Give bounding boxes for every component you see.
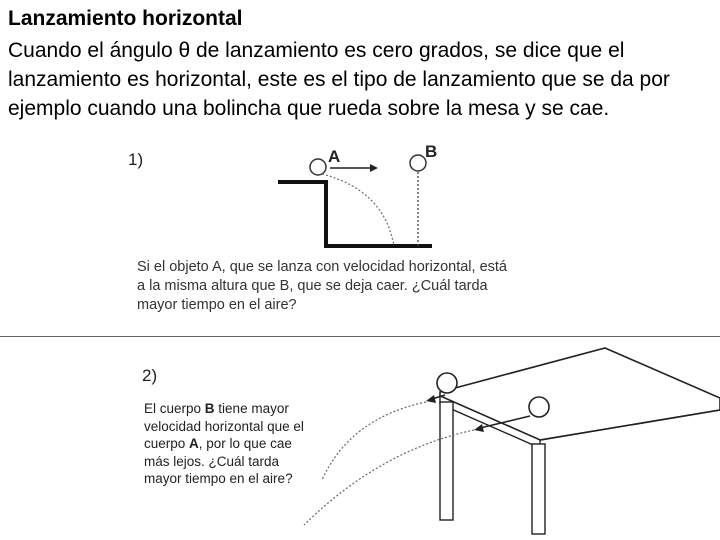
text-run: más lejos. ¿Cuál tarda: [144, 453, 280, 469]
text-run: , por lo que cae: [198, 436, 292, 451]
label-b: B: [425, 142, 438, 161]
intro-paragraph: Cuando el ángulo θ de lanzamiento es cero grados, se dice que el lanzamiento es horizontal, este es el tipo de lanzamiento que se da por ejemplo cuando una bolincha que rueda sobre la mesa y se cae.: [8, 39, 670, 120]
figure1-question-line: a la misma altura que B, que se deja caer. ¿Cuál tarda: [137, 278, 488, 294]
text-run: velocidad horizontal que el: [144, 418, 304, 434]
table-leg-front: [532, 444, 545, 534]
ball-upper: [437, 373, 457, 393]
trajectory-upper: [322, 402, 426, 480]
velocity-arrowhead-lower: [474, 424, 484, 432]
ball-lower: [529, 397, 549, 417]
body-label-a: A: [189, 436, 199, 451]
text-run: cuerpo: [144, 436, 190, 451]
label-a: A: [328, 147, 341, 166]
figure2-number: 2): [142, 366, 158, 385]
text-run: tiene mayor: [214, 401, 289, 416]
text-run: mayor tiempo en el aire?: [144, 471, 293, 486]
body-label-b: B: [204, 401, 215, 416]
figure1-number: 1): [128, 150, 144, 169]
figure1-question-line: mayor tiempo en el aire?: [137, 297, 297, 313]
text-run: El cuerpo: [144, 401, 205, 416]
figure1-question-line: Si el objeto A, que se lanza con velocidad horizontal, está: [137, 259, 507, 275]
table-leg-left: [440, 402, 453, 520]
page-title: Lanzamiento horizontal: [8, 7, 243, 30]
velocity-arrowhead-upper: [426, 395, 436, 403]
